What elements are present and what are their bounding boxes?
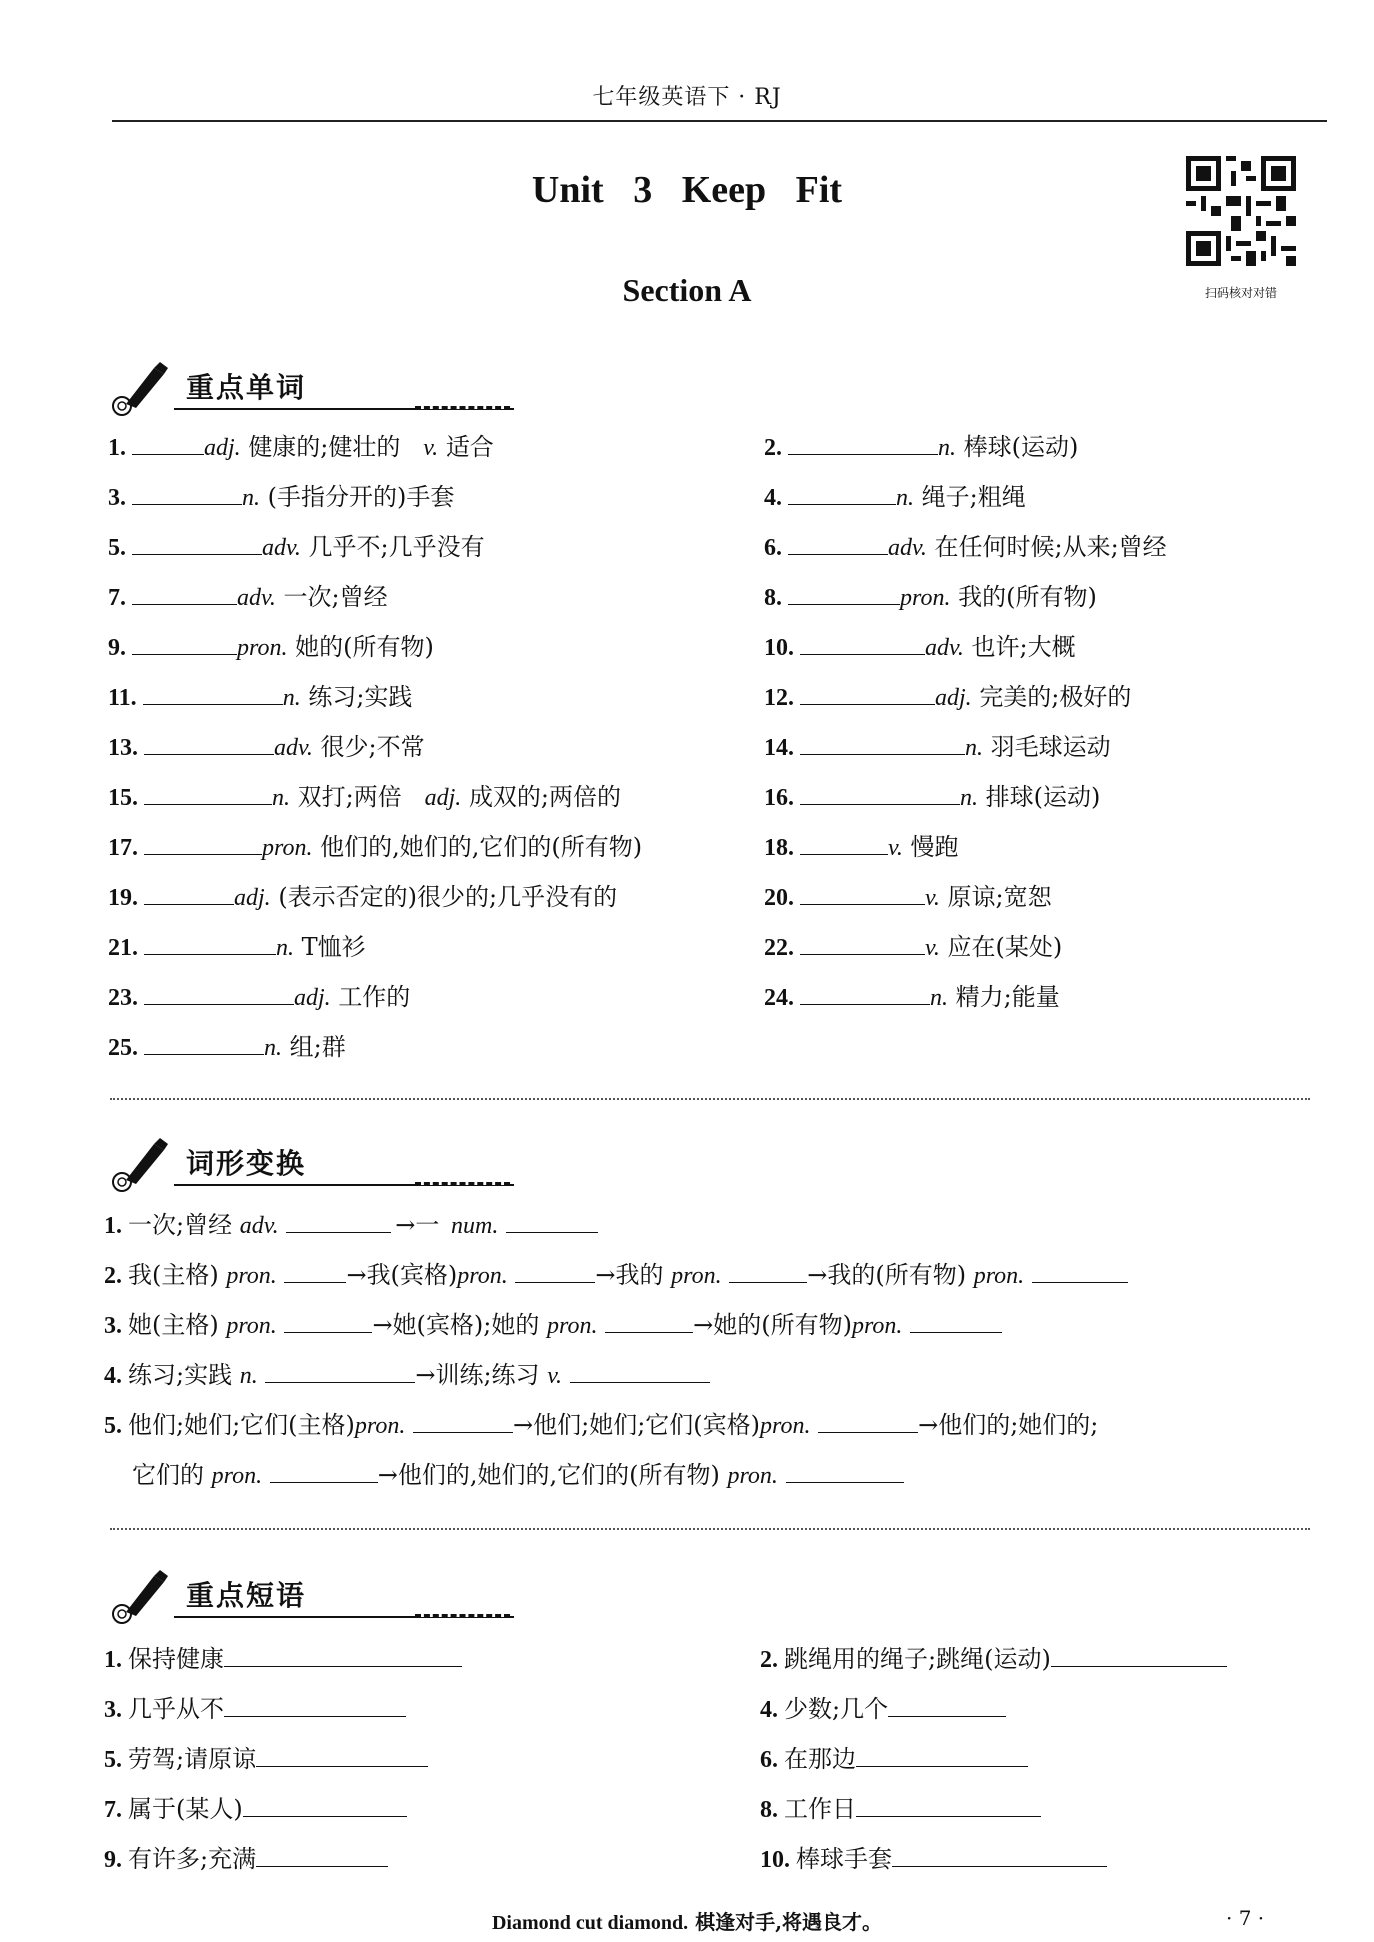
footer-proverb-en: Diamond cut diamond.	[491, 1912, 689, 1934]
answer-blank[interactable]	[256, 1842, 388, 1867]
dotted-divider	[110, 1528, 1310, 1530]
answer-blank[interactable]	[132, 430, 204, 455]
answer-blank[interactable]	[243, 1792, 407, 1817]
answer-blank[interactable]	[144, 930, 276, 955]
vocab-item: 18. v. 慢跑	[764, 830, 959, 864]
qr-code[interactable]	[1186, 156, 1296, 266]
answer-blank[interactable]	[286, 1208, 391, 1233]
answer-blank[interactable]	[144, 830, 262, 855]
wordform-item: 1. 一次;曾经 adv. →一 num.	[104, 1208, 598, 1242]
answer-blank[interactable]	[1032, 1258, 1128, 1283]
pen-icon	[110, 360, 170, 418]
page-footer	[0, 1906, 1374, 1935]
answer-blank[interactable]	[910, 1308, 1002, 1333]
wordform-item: 3. 她(主格) pron. →她(宾格);她的 pron. →她的(所有物)pron.	[104, 1308, 1002, 1342]
vocab-item: 9. pron. 她的(所有物)	[108, 630, 434, 664]
wordforms-heading-label: 词形变换	[186, 1147, 307, 1180]
vocab-item: 8. pron. 我的(所有物)	[764, 580, 1097, 614]
phrase-item: 3. 几乎从不	[104, 1692, 406, 1726]
answer-blank[interactable]	[284, 1258, 346, 1283]
vocab-item: 11. n. 练习;实践	[108, 680, 412, 714]
answer-blank[interactable]	[800, 730, 965, 755]
section-title: Section A	[622, 272, 752, 308]
vocab-item: 21. n. T恤衫	[108, 930, 366, 964]
vocab-item: 10. adv. 也许;大概	[764, 630, 1076, 664]
vocab-item: 24. n. 精力;能量	[764, 980, 1060, 1014]
answer-blank[interactable]	[856, 1792, 1041, 1817]
dotted-divider	[110, 1098, 1310, 1100]
answer-blank[interactable]	[800, 780, 960, 805]
answer-blank[interactable]	[788, 530, 888, 555]
answer-blank[interactable]	[888, 1692, 1006, 1717]
answer-blank[interactable]	[800, 680, 935, 705]
answer-blank[interactable]	[1051, 1642, 1227, 1667]
answer-blank[interactable]	[132, 480, 242, 505]
answer-blank[interactable]	[515, 1258, 595, 1283]
vocab-item: 17. pron. 他们的,她们的,它们的(所有物)	[108, 830, 642, 864]
vocab-item: 23. adj. 工作的	[108, 980, 410, 1014]
answer-blank[interactable]	[800, 830, 888, 855]
vocab-item: 16. n. 排球(运动)	[764, 780, 1100, 814]
answer-blank[interactable]	[800, 880, 925, 905]
answer-blank[interactable]	[413, 1408, 513, 1433]
vocab-item: 19. adj. (表示否定的)很少的;几乎没有的	[108, 880, 617, 914]
phrase-item: 4. 少数;几个	[760, 1692, 1006, 1726]
answer-blank[interactable]	[786, 1458, 904, 1483]
answer-blank[interactable]	[856, 1742, 1028, 1767]
vocab-item: 15. n. 双打;两倍 adj. 成双的;两倍的	[108, 780, 621, 814]
vocab-item: 12. adj. 完美的;极好的	[764, 680, 1131, 714]
answer-blank[interactable]	[729, 1258, 807, 1283]
heading-dash	[415, 406, 510, 409]
answer-blank[interactable]	[788, 480, 896, 505]
answer-blank[interactable]	[570, 1358, 710, 1383]
vocab-item: 13. adv. 很少;不常	[108, 730, 425, 764]
qr-caption: 扫码核对对错	[1204, 286, 1277, 300]
wordform-item-continued: 它们的 pron. →他们的,她们的,它们的(所有物) pron.	[132, 1458, 904, 1492]
answer-blank[interactable]	[265, 1358, 415, 1383]
answer-blank[interactable]	[143, 680, 283, 705]
page-header-title: 七年级英语下 · RJ	[592, 85, 782, 110]
answer-blank[interactable]	[224, 1642, 462, 1667]
answer-blank[interactable]	[144, 980, 294, 1005]
vocab-item: 6. adv. 在任何时候;从来;曾经	[764, 530, 1167, 564]
answer-blank[interactable]	[132, 530, 262, 555]
answer-blank[interactable]	[605, 1308, 693, 1333]
vocab-item: 1. adj. 健康的;健壮的 v. 适合	[108, 430, 494, 464]
answer-blank[interactable]	[818, 1408, 918, 1433]
unit-title: Unit 3 Keep Fit	[531, 169, 843, 211]
phrase-item: 6. 在那边	[760, 1742, 1028, 1776]
wordform-item: 2. 我(主格) pron. →我(宾格)pron. →我的 pron. →我的(所有物) pron.	[104, 1258, 1128, 1292]
heading-dash	[415, 1182, 510, 1185]
answer-blank[interactable]	[270, 1458, 378, 1483]
answer-blank[interactable]	[144, 780, 272, 805]
answer-blank[interactable]	[800, 930, 925, 955]
answer-blank[interactable]	[506, 1208, 598, 1233]
vocab-item: 7. adv. 一次;曾经	[108, 580, 388, 614]
vocab-item: 3. n. (手指分开的)手套	[108, 480, 454, 514]
vocab-item: 14. n. 羽毛球运动	[764, 730, 1111, 764]
vocab-item: 2. n. 棒球(运动)	[764, 430, 1078, 464]
header-rule	[112, 120, 1327, 122]
answer-blank[interactable]	[788, 430, 938, 455]
answer-blank[interactable]	[256, 1742, 428, 1767]
answer-blank[interactable]	[892, 1842, 1107, 1867]
wordform-item: 4. 练习;实践 n. →训练;练习 v.	[104, 1358, 710, 1392]
page-number: · 7 ·	[1226, 1906, 1265, 1930]
heading-dash	[415, 1614, 510, 1617]
answer-blank[interactable]	[800, 980, 930, 1005]
vocab-item: 4. n. 绳子;粗绳	[764, 480, 1026, 514]
answer-blank[interactable]	[144, 1030, 264, 1055]
answer-blank[interactable]	[788, 580, 900, 605]
pen-icon	[110, 1568, 170, 1626]
pen-icon	[110, 1136, 170, 1194]
answer-blank[interactable]	[800, 630, 925, 655]
phrase-item: 10. 棒球手套	[760, 1842, 1107, 1876]
vocab-item: 5. adv. 几乎不;几乎没有	[108, 530, 485, 564]
answer-blank[interactable]	[132, 630, 237, 655]
phrase-item: 2. 跳绳用的绳子;跳绳(运动)	[760, 1642, 1227, 1676]
phrase-item: 9. 有许多;充满	[104, 1842, 388, 1876]
answer-blank[interactable]	[144, 730, 274, 755]
vocab-item: 22. v. 应在(某处)	[764, 930, 1062, 964]
answer-blank[interactable]	[144, 880, 234, 905]
phrase-item: 7. 属于(某人)	[104, 1792, 407, 1826]
wordform-item: 5. 他们;她们;它们(主格)pron. →他们;她们;它们(宾格)pron. →他们的;她们的;	[104, 1408, 1098, 1442]
vocab-heading-label: 重点单词	[186, 371, 307, 404]
phrase-item: 8. 工作日	[760, 1792, 1041, 1826]
vocab-item: 20. v. 原谅;宽恕	[764, 880, 1052, 914]
footer-proverb-zh: 棋逢对手,将遇良才。	[695, 1910, 883, 1934]
phrases-heading-label: 重点短语	[186, 1579, 307, 1612]
phrase-item: 5. 劳驾;请原谅	[104, 1742, 428, 1776]
vocab-item: 25. n. 组;群	[108, 1030, 346, 1064]
answer-blank[interactable]	[224, 1692, 406, 1717]
answer-blank[interactable]	[284, 1308, 372, 1333]
answer-blank[interactable]	[132, 580, 237, 605]
phrase-item: 1. 保持健康	[104, 1642, 462, 1676]
